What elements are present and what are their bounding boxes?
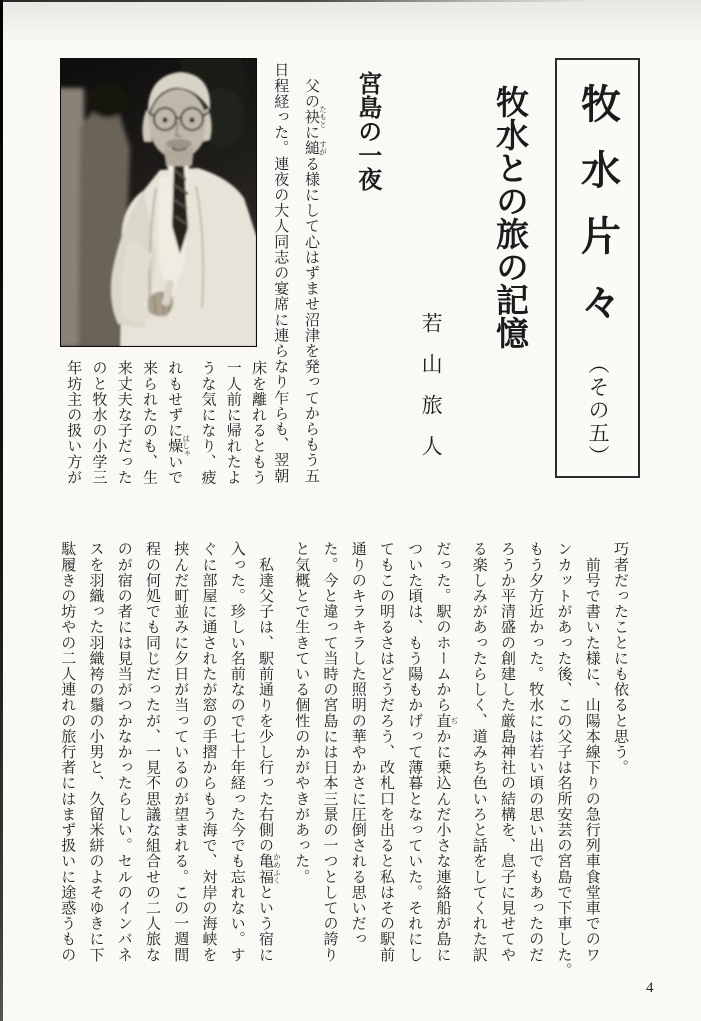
author-name: 若山旅人	[419, 312, 444, 476]
body-text-columns	[58, 541, 628, 978]
intro-paragraph-columns	[271, 62, 327, 486]
scan-edge-left	[0, 0, 3, 1021]
text-column: てもこの明るさはどうだろう、改札口を出ると私はその駅前	[378, 541, 394, 963]
text-column: もう夕方近かった。牧水には若い頃の思い出でもあったのだ	[527, 541, 544, 963]
text-column: 年坊主の扱い方が	[65, 360, 82, 485]
text-column: 私達父子は、駅前通りを少し行った右側の亀福 かめふくという宿に	[257, 541, 282, 963]
scan-shading	[0, 0, 701, 46]
text-column: 入った。珍しい名前なので七十年経った今でも忘れない。す	[228, 541, 245, 963]
text-column: 巧者だったことにも依ると思う。	[612, 541, 628, 775]
series-title: 牧水片々	[575, 83, 621, 347]
text-column: 来られたのも、生	[141, 360, 157, 485]
text-column: のと牧水の小学三	[90, 360, 107, 485]
series-part-label: （その五）	[586, 353, 610, 468]
text-column: だった。駅のホームから直 ぢかに乗込んだ小さな連絡船が島に	[434, 541, 459, 963]
text-column: 通りのキラキラした照明の華やかさに圧倒される思いだっ	[349, 541, 366, 947]
portrait-photo-illustration	[60, 58, 257, 347]
scan-edge-top	[0, 0, 701, 2]
text-column: ンカットがあった後、この父子は名所安芸の宮島で下車した。	[555, 541, 572, 978]
text-column: うな気になり、疲	[199, 360, 216, 485]
page-number: 4	[646, 980, 654, 996]
text-column: ついた頃は、もう陽もかげって薄暮となっていた。それにし	[406, 541, 423, 963]
text-column: と気概とで生きている個性のかがやきがあった。	[293, 541, 310, 885]
text-column: のが宿の者には見当がつかなかったらしい。セルのインバネ	[115, 541, 132, 963]
text-column: 日程経った。連夜の大人同志の宴席に連らなり乍らも、翌朝	[272, 62, 289, 484]
text-column: 床を離れるともう	[250, 360, 266, 485]
series-title-box	[555, 58, 640, 478]
text-column: ろうか平清盛の創建した厳島神社の結構を、息子に見せてや	[499, 541, 515, 963]
portrait-photo	[60, 58, 257, 347]
text-column: 駄履きの坊やの二人連れの旅行者にはまず扱いに途惑うもの	[59, 541, 76, 963]
text-column: 挟んだ町並みに夕日が当っているのが望まれる。この一週間	[172, 541, 189, 963]
text-column: ぐに部屋に通されたが窓の手摺からもう海で、対岸の海峡を	[200, 541, 217, 963]
text-column: 前号で書いた様に、山陽本線下りの急行列車食堂車でのワ	[583, 541, 600, 963]
text-column: た。今と違って当時の宮島には日本三景の一つとしての誇り	[321, 541, 338, 963]
text-column: れもせずに燥 はしゃいで	[166, 360, 191, 485]
text-column: 父の袂 たもとに縋 すがる様にして心はずませ沼津を発ってからもう五	[303, 62, 328, 484]
text-column: 程の何処でも同じだったが、一見不思議な組合せの二人旅な	[144, 541, 160, 963]
intro-short-columns	[64, 360, 266, 488]
text-column: る楽しみがあったらしく、道みち色いろと話をしてくれた訳	[470, 541, 487, 963]
article-title: 牧水との旅の記憶	[490, 85, 527, 349]
text-column: 一人前に帰れたよ	[224, 360, 241, 485]
text-column: スを羽織った羽織袴の鬚の小男と、久留米絣のよそゆきに下	[87, 541, 104, 963]
section-heading: 宮島の一夜	[353, 71, 380, 191]
text-column: 来丈夫な子だった	[115, 360, 132, 485]
